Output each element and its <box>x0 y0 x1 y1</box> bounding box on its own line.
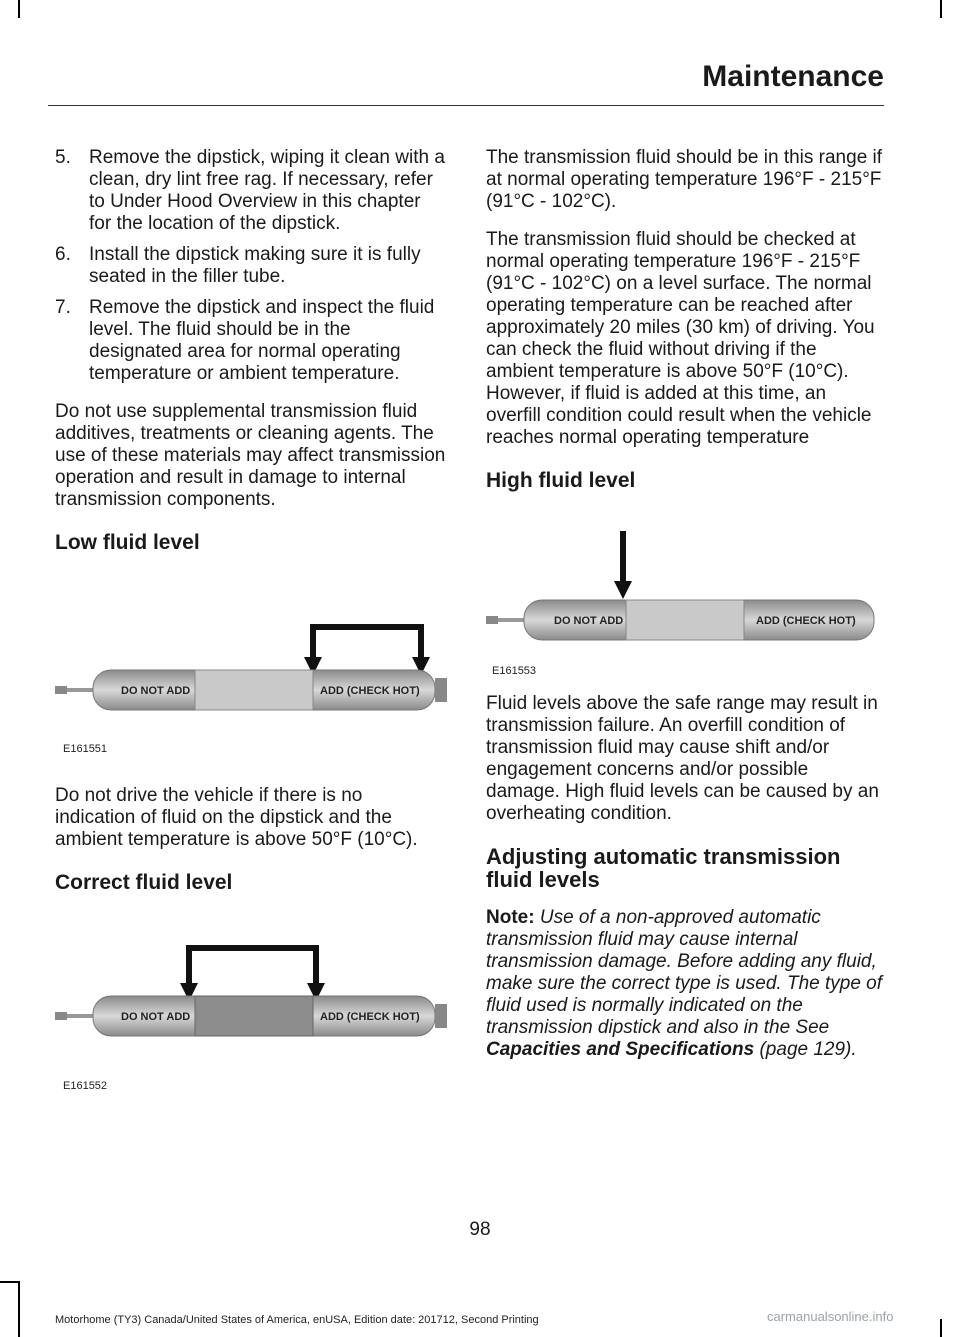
header-divider <box>48 105 884 106</box>
dipstick-tip <box>55 686 67 694</box>
above-range-paragraph: Fluid levels above the safe range may result in transmission failure. An overfill condition of transmission fluid may cause shift and/or engagement concerns and/or possible damage. High fluid levels can be caused by an overheating condition. <box>486 693 879 824</box>
range-bracket <box>189 948 316 985</box>
adjust-heading: Adjusting automatic transmission fluid levels <box>486 844 841 892</box>
check-paragraph: The transmission fluid should be checked at normal operating temperature 196°F - 215°F (91°C - 102°C) on a level surface. The normal operating temperature can be reached after approximately 20 miles (30 km) of driving. You can check the fluid without driving if the ambient temperature is above 50°F (10°C). However, if fluid is added at this time, an overfill condition could result when the vehicle reaches normal operating temperature <box>486 229 875 448</box>
range-bracket <box>313 627 421 659</box>
dipstick-diagram-correct <box>55 915 447 1080</box>
correct-fluid-figure <box>55 915 447 1105</box>
left-column <box>55 147 447 1105</box>
do-not-add-label: DO NOT ADD <box>554 615 624 627</box>
high-fluid-heading: High fluid level <box>486 469 636 492</box>
correct-fluid-heading: Correct fluid level <box>55 871 233 894</box>
note-text: Use of a non-approved automatic transmission fluid may cause internal transmission damage. Before adding any fluid, make sure the correct type is used. The type of fluid used is normally indicated on the transmission dipstick and also in the See <box>486 907 883 1038</box>
low-fluid-paragraph: Do not drive the vehicle if there is no indication of fluid on the dipstick and the ambient temperature is above 50°F (10°C). <box>55 785 418 850</box>
arrow-icon <box>614 581 632 599</box>
figure-id: E161553 <box>492 665 537 677</box>
crop-mark-bottom-left <box>18 1281 20 1337</box>
page-number: 98 <box>469 1219 491 1240</box>
low-fluid-heading: Low fluid level <box>55 531 200 554</box>
add-check-hot-label: ADD (CHECK HOT) <box>320 1011 420 1023</box>
dipstick-hatch-zone <box>195 670 313 710</box>
capacities-link[interactable]: Capacities and Specifications <box>486 1039 755 1060</box>
range-paragraph: The transmission fluid should be in this range if at normal operating temperature 196°F - 215°F (91°C - 102°C). <box>486 147 883 212</box>
crop-mark-top-left <box>18 0 20 18</box>
list-item: 5. Remove the dipstick, wiping it clean with a clean, dry lint free rag. If necessary, refer to Under Hood Overview in this chapter for the location of the dipstick. <box>55 147 445 234</box>
footer-text: Motorhome (TY3) Canada/United States of America, enUSA, Edition date: 201712, Second Printing <box>55 1314 539 1326</box>
dipstick-hatch-zone <box>195 996 313 1036</box>
list-item: 6. Install the dipstick making sure it is fully seated in the filler tube. <box>55 244 421 287</box>
add-check-hot-label: ADD (CHECK HOT) <box>320 685 420 697</box>
right-column <box>486 147 884 1061</box>
note-paragraph <box>486 907 884 1061</box>
dipstick-diagram-low <box>55 565 447 755</box>
figure-id: E161552 <box>63 1080 108 1092</box>
crop-mark-top-right <box>940 0 942 18</box>
crop-mark-bottom-left-h <box>0 1281 20 1283</box>
high-fluid-figure <box>486 513 884 693</box>
steps-list <box>55 147 447 385</box>
low-fluid-figure <box>55 565 447 775</box>
add-check-hot-label: ADD (CHECK HOT) <box>756 615 856 627</box>
additives-paragraph: Do not use supplemental transmission fluid additives, treatments or cleaning agents. The use of these materials may affect transmission operation and result in damage to internal transmission components. <box>55 401 446 510</box>
dipstick-diagram-high <box>486 513 884 663</box>
do-not-add-label: DO NOT ADD <box>121 685 191 697</box>
figure-id: E161551 <box>63 743 108 755</box>
dipstick-hatch-zone <box>626 600 744 640</box>
note-label: Note: <box>486 907 535 928</box>
watermark: carmanualsonline.info <box>767 1309 894 1324</box>
note-page-ref: (page 129). <box>759 1039 857 1060</box>
do-not-add-label: DO NOT ADD <box>121 1011 191 1023</box>
crop-mark-bottom-right <box>940 1319 942 1337</box>
page-title: Maintenance <box>702 60 884 93</box>
list-item: 7. Remove the dipstick and inspect the fluid level. The fluid should be in the designated area for normal operating temperature or ambient temperature. <box>55 297 435 384</box>
